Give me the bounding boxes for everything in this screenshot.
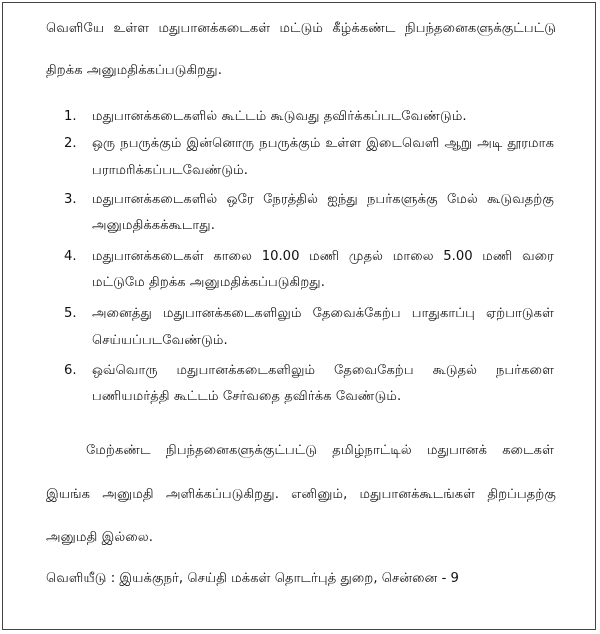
condition-6-number: 6.: [64, 363, 77, 378]
condition-4-number: 4.: [64, 249, 77, 264]
condition-3-line-1: மதுபானக்கடைகளில் ஒரே நேரத்தில் ஐந்து நபர்களுக்கு மேல் கூடுவதற்கு: [92, 192, 554, 207]
condition-5-number: 5.: [64, 306, 77, 321]
condition-4-line-1: மதுபானக்கடைகள் காலை 10.00 மணி முதல் மாலை 5.00 மணி வரை: [92, 249, 554, 264]
condition-2-number: 2.: [64, 136, 77, 151]
condition-2-line-1: ஒரு நபருக்கும் இன்னொரு நபருக்கும் உள்ள இடைவெளி ஆறு அடி தூரமாக: [92, 136, 554, 151]
condition-1-number: 1.: [64, 109, 77, 124]
condition-4-line-2: மட்டுமே திறக்க அனுமதிக்கப்படுகிறது.: [92, 275, 325, 290]
closing-line-1: மேற்கண்ட நிபந்தனைகளுக்குட்பட்டு தமிழ்நாட்டில் மதுபானக் கடைகள்: [86, 443, 554, 458]
condition-5-line-2: செய்யப்படவேண்டும்.: [92, 333, 228, 348]
intro-line-2: திறக்க அனுமதிக்கப்படுகிறது.: [46, 63, 222, 78]
condition-2-line-2: பராமரிக்கப்படவேண்டும்.: [92, 163, 248, 178]
condition-1-line-1: மதுபானக்கடைகளில் கூட்டம் கூடுவது தவிர்க்கப்படவேண்டும்.: [92, 109, 467, 124]
condition-6-line-1: ஒவ்வொரு மதுபானக்கடைகளிலும் தேவைகேற்ப கூடுதல் நபர்களை: [92, 363, 554, 378]
condition-3-line-2: அனுமதிக்கக்கூடாது.: [92, 218, 215, 233]
intro-line-1: வெளியே உள்ள மதுபானக்கடைகள் மட்டும் கீழ்க்கண்ட நிபந்தனைகளுக்குட்பட்டு: [46, 21, 556, 36]
condition-3-number: 3.: [64, 192, 77, 207]
release-credit: வெளியீடு : இயக்குநர், செய்தி மக்கள் தொடர்புத் துறை, சென்னை - 9: [46, 571, 459, 586]
closing-line-2: இயங்க அனுமதி அளிக்கப்படுகிறது. எனினும், மதுபானக்கூடங்கள் திறப்பதற்கு: [46, 487, 556, 502]
closing-line-3: அனுமதி இல்லை.: [46, 530, 153, 545]
condition-5-line-1: அனைத்து மதுபானக்கடைகளிலும் தேவைக்கேற்ப பாதுகாப்பு ஏற்பாடுகள்: [92, 306, 554, 321]
condition-6-line-2: பணியமர்த்தி கூட்டம் சேர்வதை தவிர்க்க வேண்டும்.: [92, 389, 402, 404]
